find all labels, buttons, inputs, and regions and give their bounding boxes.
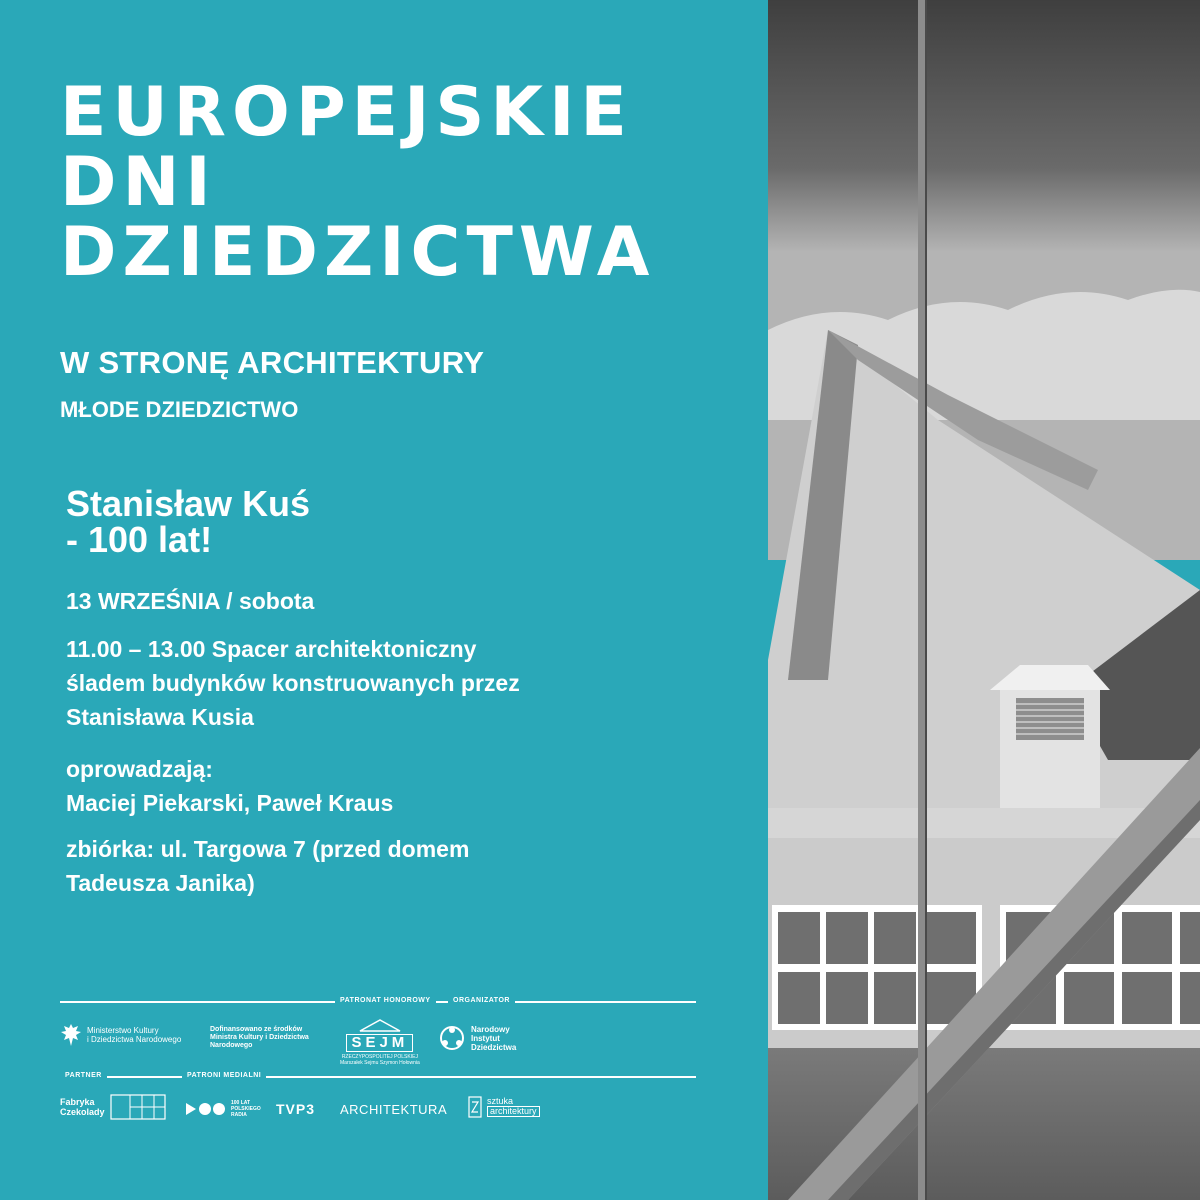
- partner-label: PARTNER: [60, 1072, 107, 1079]
- funding-line-2: Ministra Kultury i Dziedzictwa: [210, 1034, 309, 1041]
- tvp3-logo: [276, 1101, 315, 1117]
- nid-line-3: Dziedzictwa: [471, 1042, 517, 1052]
- sztuka-line-1: sztuka: [487, 1096, 514, 1106]
- sejm-sub-1: RZECZYPOSPOLITEJ POLSKIEJ: [341, 1054, 418, 1060]
- windows-left: [772, 905, 982, 1030]
- walk-line-1: 11.00 – 13.00 Spacer architektoniczny: [66, 636, 477, 662]
- flagpole-shade: [925, 0, 927, 1200]
- event-title-line-2: - 100 lat!: [66, 519, 213, 560]
- guides-names: Maciej Piekarski, Paweł Kraus: [66, 790, 394, 816]
- subtitle: W STRONĘ ARCHITEKTURY: [60, 345, 485, 380]
- nid-line-1: Narodowy: [471, 1024, 510, 1034]
- nid-logo: [438, 1024, 516, 1052]
- sejm-title: SEJM: [346, 1034, 413, 1052]
- walk-description: [66, 632, 520, 734]
- walk-line-3: Stanisława Kusia: [66, 704, 254, 730]
- photo-illustration: [768, 0, 1200, 1200]
- meeting-point: [66, 832, 469, 900]
- radio-logo: [186, 1100, 261, 1118]
- headline-line-3: DZIEDZICTWA: [60, 213, 656, 292]
- chocolate-bar-icon: [110, 1094, 166, 1120]
- event-date: 13 WRZEŚNIA / sobota: [66, 588, 315, 614]
- funding-line-3: Narodowego: [210, 1042, 253, 1049]
- architektura-logo: [340, 1102, 447, 1117]
- walk-line-2: śladem budynków konstruowanych przez: [66, 670, 520, 696]
- funding-note: [210, 1026, 309, 1050]
- funding-line-1: Dofinansowano ze środków: [210, 1026, 303, 1033]
- meeting-line-2: Tadeusza Janika): [66, 870, 255, 896]
- ministry-line-2: i Dziedzictwa Narodowego: [87, 1035, 182, 1044]
- sz-mark-icon: [468, 1096, 482, 1118]
- architecture-photo: [768, 0, 1200, 1200]
- subtitle-secondary: MŁODE DZIEDZICTWO: [60, 397, 299, 422]
- event-title: [66, 483, 311, 560]
- event-title-line-1: Stanisław Kuś: [66, 483, 311, 524]
- radio-line-3: RADIA: [231, 1112, 247, 1118]
- headline: [60, 73, 656, 292]
- partner-line-1: Fabryka: [60, 1097, 95, 1107]
- patroni-label: PATRONI MEDIALNI: [182, 1072, 266, 1079]
- eagle-icon: [60, 1022, 82, 1048]
- nid-line-2: Instytut: [471, 1033, 500, 1043]
- radio-line-1: 100 LAT: [231, 1100, 251, 1106]
- sejm-building-icon: [358, 1018, 402, 1032]
- sztuka-logo: [468, 1096, 540, 1118]
- headline-line-2: DNI: [60, 143, 217, 222]
- nid-emblem-icon: [438, 1024, 466, 1052]
- ministry-line-1: Ministerstwo Kultury: [87, 1026, 159, 1035]
- guides-label: oprowadzają:: [66, 756, 213, 782]
- radio-line-2: POLSKIEGO: [231, 1106, 261, 1112]
- meeting-line-1: zbiórka: ul. Targowa 7 (przed domem: [66, 836, 470, 862]
- sejm-logo: [340, 1018, 420, 1066]
- guides: [66, 752, 393, 820]
- sejm-sub-2: Marszałek Sejmu Szymon Hołownia: [340, 1060, 420, 1066]
- footer-divider-bottom: [60, 1076, 696, 1078]
- patronat-label: PATRONAT HONOROWY: [335, 997, 436, 1004]
- headline-line-1: EUROPEJSKIE: [60, 73, 633, 152]
- sztuka-line-2: architektury: [487, 1106, 540, 1117]
- architektura-text: ARCHITEKTURA: [340, 1102, 448, 1117]
- radio-dots-icon: [186, 1102, 226, 1116]
- organizator-label: ORGANIZATOR: [448, 997, 515, 1004]
- partner-line-2: Czekolady: [60, 1107, 105, 1117]
- ministry-logo: [60, 1022, 181, 1048]
- partner-logo: [60, 1094, 166, 1120]
- tvp3-text: TVP3: [276, 1101, 316, 1117]
